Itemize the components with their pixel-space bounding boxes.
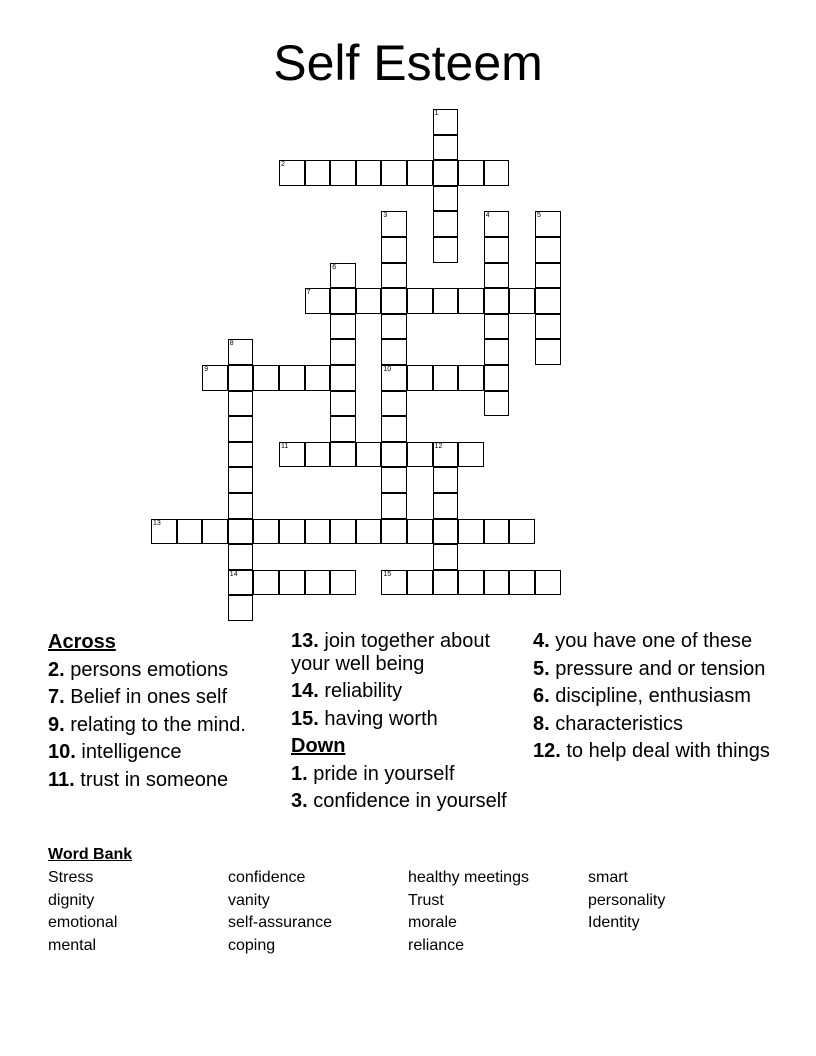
- word-bank-word: confidence: [228, 869, 306, 886]
- grid-cell[interactable]: [228, 442, 254, 468]
- grid-cell[interactable]: [228, 595, 254, 621]
- clue-down-12: [533, 740, 773, 763]
- word-bank-word: Stress: [48, 869, 94, 886]
- grid-cell[interactable]: [484, 237, 510, 263]
- puzzle-title: Self Esteem: [273, 35, 543, 91]
- grid-cell[interactable]: [381, 288, 407, 314]
- grid-cell[interactable]: [305, 365, 331, 391]
- grid-cell[interactable]: [484, 160, 510, 186]
- grid-cell[interactable]: [279, 365, 305, 391]
- grid-cell[interactable]: [330, 570, 356, 596]
- grid-cell[interactable]: [228, 570, 254, 596]
- word-bank-word: vanity: [228, 891, 270, 909]
- cell-number: 7: [306, 289, 311, 297]
- grid-cell[interactable]: [330, 442, 356, 468]
- grid-cell[interactable]: [305, 570, 331, 596]
- clue-down-1: [291, 763, 521, 786]
- word-bank-word: mental: [48, 936, 97, 954]
- grid-cell[interactable]: [484, 288, 510, 314]
- grid-cell[interactable]: [381, 519, 407, 545]
- clue-text: pride in yourself: [307, 762, 455, 785]
- grid-cell[interactable]: [381, 314, 407, 340]
- grid-cell[interactable]: [228, 365, 254, 391]
- grid-cell[interactable]: [535, 570, 561, 596]
- grid-cell[interactable]: [253, 570, 279, 596]
- cell-number: 10: [383, 366, 392, 373]
- clue-column-1: [48, 630, 278, 796]
- grid-cell[interactable]: [330, 391, 356, 417]
- cell-number: 15: [383, 570, 392, 578]
- grid-cell[interactable]: [305, 160, 331, 186]
- grid-cell[interactable]: [305, 442, 331, 468]
- grid-cell[interactable]: [381, 391, 407, 417]
- grid-cell[interactable]: [330, 365, 356, 391]
- clue-number: 8.: [533, 712, 550, 735]
- grid-cell[interactable]: [356, 288, 382, 314]
- grid-cell[interactable]: [279, 160, 305, 186]
- grid-cell[interactable]: [433, 365, 459, 391]
- grid-cell[interactable]: [381, 365, 407, 391]
- cell-number: 13: [153, 519, 161, 527]
- cell-number: 1: [434, 110, 439, 117]
- grid-cell[interactable]: [407, 160, 433, 186]
- clue-number: 10.: [48, 741, 76, 763]
- grid-cell[interactable]: [381, 160, 407, 186]
- grid-cell[interactable]: [381, 339, 407, 365]
- grid-cell[interactable]: [381, 570, 407, 596]
- clue-number: 14.: [291, 680, 319, 702]
- grid-cell[interactable]: [381, 211, 407, 237]
- grid-cell[interactable]: [330, 263, 356, 289]
- cell-number: 8: [229, 340, 234, 348]
- grid-cell[interactable]: [356, 519, 382, 545]
- word-bank-word: reliance: [408, 936, 465, 954]
- clue-across-14: [291, 680, 521, 703]
- clue-across-7: [48, 686, 278, 709]
- grid-cell[interactable]: [458, 160, 484, 186]
- grid-cell[interactable]: [484, 314, 510, 340]
- clue-across-15: [291, 708, 521, 731]
- grid-cell[interactable]: [228, 519, 254, 545]
- clue-across-13: [291, 630, 521, 675]
- clue-number: 5.: [533, 657, 550, 680]
- clue-number: 3.: [291, 790, 308, 812]
- grid-cell[interactable]: [228, 339, 254, 365]
- grid-cell[interactable]: [433, 442, 459, 468]
- clue-number: 12.: [533, 740, 561, 762]
- grid-cell[interactable]: [279, 519, 305, 545]
- grid-cell[interactable]: [535, 288, 561, 314]
- word-bank-word: emotional: [48, 914, 118, 932]
- grid-cell[interactable]: [484, 339, 510, 365]
- clue-down-5: [533, 658, 773, 681]
- clue-across-2: [48, 659, 278, 682]
- word-bank-column-4: [588, 867, 665, 935]
- grid-cell[interactable]: [177, 519, 203, 545]
- clue-down-3: [291, 790, 521, 813]
- clue-across-10: [48, 741, 278, 764]
- cell-number: 2: [281, 161, 285, 169]
- grid-cell[interactable]: [407, 442, 433, 468]
- grid-cell[interactable]: [433, 135, 459, 161]
- clue-text: you have one of these: [549, 630, 753, 652]
- clue-across-9: [48, 714, 278, 737]
- word-bank-word: dignity: [48, 891, 95, 909]
- grid-cell[interactable]: [330, 288, 356, 314]
- grid-cell[interactable]: [484, 570, 510, 596]
- clue-down-4: [533, 630, 773, 653]
- grid-cell[interactable]: [535, 237, 561, 263]
- grid-cell[interactable]: [509, 288, 535, 314]
- word-bank-column-2: [228, 867, 332, 957]
- word-bank-column-3: [408, 867, 529, 957]
- cell-number: 6: [332, 263, 337, 271]
- grid-cell[interactable]: [433, 493, 459, 519]
- grid-cell[interactable]: [407, 570, 433, 596]
- cell-number: 14: [229, 570, 238, 578]
- word-bank-word: self-assurance: [228, 914, 333, 932]
- cell-number: 4: [485, 212, 490, 220]
- grid-cell[interactable]: [381, 263, 407, 289]
- grid-cell[interactable]: [458, 365, 484, 391]
- grid-cell[interactable]: [433, 211, 459, 237]
- grid-cell[interactable]: [535, 314, 561, 340]
- clue-text: join together about your well being: [291, 630, 491, 675]
- word-bank-word: personality: [588, 891, 666, 909]
- grid-cell[interactable]: [535, 211, 561, 237]
- grid-cell[interactable]: [407, 288, 433, 314]
- clue-text: discipline, enthusiasm: [549, 685, 751, 707]
- grid-cell[interactable]: [484, 519, 510, 545]
- grid-cell[interactable]: [330, 519, 356, 545]
- grid-cell[interactable]: [433, 519, 459, 545]
- word-bank-word: Identity: [588, 914, 640, 932]
- grid-cell[interactable]: [484, 263, 510, 289]
- grid-cell[interactable]: [407, 519, 433, 545]
- grid-cell[interactable]: [202, 365, 228, 391]
- grid-cell[interactable]: [433, 467, 459, 493]
- clue-number: 2.: [48, 658, 65, 681]
- clue-text: characteristics: [549, 712, 684, 735]
- grid-cell[interactable]: [151, 519, 177, 545]
- grid-cell[interactable]: [228, 467, 254, 493]
- clue-across-11: [48, 769, 278, 792]
- grid-cell[interactable]: [202, 519, 228, 545]
- grid-cell[interactable]: [356, 160, 382, 186]
- grid-cell[interactable]: [228, 391, 254, 417]
- clue-text: persons emotions: [64, 658, 229, 681]
- grid-cell[interactable]: [381, 442, 407, 468]
- clue-down-6: [533, 685, 773, 708]
- grid-cell[interactable]: [381, 237, 407, 263]
- grid-cell[interactable]: [356, 442, 382, 468]
- grid-cell[interactable]: [253, 519, 279, 545]
- grid-cell[interactable]: [228, 493, 254, 519]
- grid-cell[interactable]: [228, 544, 254, 570]
- grid-cell[interactable]: [381, 467, 407, 493]
- clue-down-8: [533, 713, 773, 736]
- clue-text: pressure and or tension: [549, 657, 766, 680]
- cell-number: 5: [537, 212, 541, 220]
- clue-text: trust in someone: [74, 768, 229, 791]
- clue-text: relating to the mind.: [64, 713, 246, 736]
- grid-cell[interactable]: [253, 365, 279, 391]
- clue-text: to help deal with things: [560, 740, 770, 762]
- clue-number: 6.: [533, 685, 550, 707]
- cell-number: 11: [281, 442, 289, 450]
- grid-cell[interactable]: [509, 519, 535, 545]
- down-heading: Down: [291, 735, 346, 757]
- grid-cell[interactable]: [433, 570, 459, 596]
- cell-number: 12: [434, 442, 443, 450]
- clue-number: 4.: [533, 630, 550, 652]
- grid-cell[interactable]: [305, 519, 331, 545]
- grid-cell[interactable]: [330, 160, 356, 186]
- grid-cell[interactable]: [228, 416, 254, 442]
- clue-number: 11.: [48, 768, 75, 791]
- clue-number: 13.: [291, 630, 319, 652]
- clue-text: confidence in yourself: [307, 790, 507, 812]
- grid-cell[interactable]: [433, 544, 459, 570]
- grid-cell[interactable]: [330, 314, 356, 340]
- grid-cell[interactable]: [279, 570, 305, 596]
- word-bank-column-1: [48, 867, 117, 957]
- clue-number: 9.: [48, 713, 65, 736]
- grid-cell[interactable]: [484, 391, 510, 417]
- word-bank-word: coping: [228, 936, 276, 954]
- grid-cell[interactable]: [535, 263, 561, 289]
- grid-cell[interactable]: [458, 442, 484, 468]
- grid-cell[interactable]: [433, 186, 459, 212]
- grid-cell[interactable]: [381, 416, 407, 442]
- grid-cell[interactable]: [484, 211, 510, 237]
- clue-text: having worth: [318, 707, 438, 730]
- word-bank-word: smart: [588, 869, 628, 886]
- grid-cell[interactable]: [535, 339, 561, 365]
- across-heading: Across: [48, 631, 116, 653]
- grid-cell[interactable]: [433, 109, 459, 135]
- clue-number: 15.: [291, 707, 319, 730]
- grid-cell[interactable]: [458, 519, 484, 545]
- grid-cell[interactable]: [381, 493, 407, 519]
- grid-cell[interactable]: [330, 416, 356, 442]
- word-bank-word: healthy meetings: [408, 869, 529, 886]
- grid-cell[interactable]: [305, 288, 331, 314]
- word-bank-word: Trust: [408, 891, 444, 909]
- grid-cell[interactable]: [509, 570, 535, 596]
- clue-column-2: [291, 630, 521, 818]
- grid-cell[interactable]: [484, 365, 510, 391]
- cell-number: 3: [383, 212, 388, 220]
- word-bank-word: morale: [408, 914, 457, 932]
- grid-cell[interactable]: [458, 570, 484, 596]
- cell-number: 9: [204, 366, 209, 373]
- grid-cell[interactable]: [407, 365, 433, 391]
- clue-column-3: [533, 630, 773, 768]
- grid-cell[interactable]: [433, 237, 459, 263]
- grid-cell[interactable]: [433, 288, 459, 314]
- grid-cell[interactable]: [330, 339, 356, 365]
- word-bank-title: Word Bank: [48, 846, 133, 863]
- grid-cell[interactable]: [279, 442, 305, 468]
- clue-text: reliability: [318, 680, 403, 702]
- grid-cell[interactable]: [458, 288, 484, 314]
- grid-cell[interactable]: [433, 160, 459, 186]
- clue-number: 7.: [48, 686, 65, 708]
- clue-text: intelligence: [75, 741, 182, 763]
- clue-number: 1.: [291, 762, 308, 785]
- clue-text: Belief in ones self: [64, 686, 228, 708]
